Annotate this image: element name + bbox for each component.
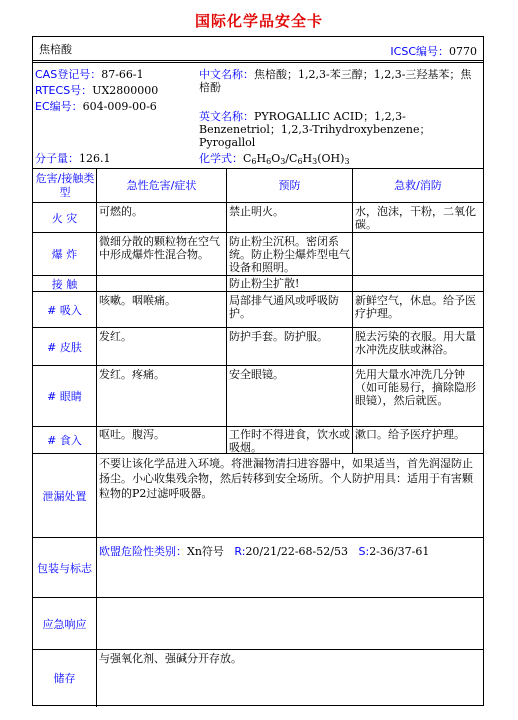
mw-value: 126.1 [79,152,111,165]
storage-label: 储存 [53,672,76,685]
spill-label: 泄漏处置 [42,489,87,503]
chinese-name [199,68,479,94]
r-phrase-value: 20/21/22-68-52/53 [245,545,348,558]
formula-part: /C [285,152,298,165]
row-label-eyes: # 眼睛 [47,390,82,403]
emergency-label: 应急响应 [42,617,87,631]
en-value: PYROGALLIC ACID；1,2,3-Benzenetriol；1,2,3-Trihydroxybenzene；Pyrogallol [199,110,431,149]
formula-part: C [243,152,252,165]
eu-class-label: 欧盟危险性类别： [99,545,187,558]
fire-hazard: 可燃的。 [99,205,143,218]
inhalation-prevention: 局部排气通风或呼吸防护。 [229,294,339,320]
ec-number [35,100,157,113]
skin-aid: 脱去污染的衣服。用大量水冲洗皮肤或淋浴。 [355,330,476,356]
fire-prevention: 禁止明火。 [229,205,284,218]
header-acute-hazard: 急性危害/症状 [126,178,197,192]
header-prevention: 预防 [278,178,301,192]
spill-text: 不要让该化学品进入环境。将泄漏物清扫进容器中，如果适当，首先润湿防止扬尘。小心收集残余物，然后转移到安全场所。个人防护用具：适用于有害颗粒物的P2过滤呼吸器。 [99,457,473,500]
rtecs-value: UX2800000 [92,84,159,97]
eyes-prevention: 安全眼镜。 [229,368,284,381]
formula-part: H [256,152,267,165]
explosion-prevention: 防止粉尘沉积。密闭系统。防止粉尘爆炸型电气设备和照明。 [229,235,350,274]
packaging-label: 包装与标志 [37,561,92,575]
icsc-value: 0770 [449,45,477,58]
cas-number [35,68,144,81]
row-label-ingestion: # 食入 [47,434,82,447]
ingestion-aid: 漱口。给予医疗护理。 [355,428,465,441]
header-divider [33,60,483,63]
formula-part: (OH) [317,152,345,165]
s-phrase-label: S: [358,545,370,558]
card-title: 国际化学品安全卡 [194,12,323,30]
formula-subscript: 3 [280,157,286,166]
chemical-name: 焦棓酸 [39,43,72,56]
formula-value [243,152,350,165]
skin-hazard: 发红。 [99,330,132,343]
r-phrase-label: R: [234,545,246,558]
rtecs-label: RTECS号： [35,84,93,97]
formula-subscript: 6 [266,157,272,166]
skin-prevention: 防护手套。防护服。 [229,330,328,343]
icsc-number [390,43,477,59]
safety-card [32,36,484,706]
cas-value: 87-66-1 [101,68,144,81]
cn-value: 焦棓酸；1,2,3-苯三醇；1,2,3-三羟基苯；焦棓酚 [199,68,472,94]
molecular-weight [35,152,111,165]
row-label-explosion: 爆 炸 [51,248,78,261]
eu-class-value: Xn符号 [187,545,224,558]
contact-prevention: 防止粉尘扩散! [229,277,300,290]
row-label-inhalation: # 吸入 [47,303,82,317]
cas-label: CAS登记号： [35,68,102,81]
icsc-label: ICSC编号： [390,45,449,58]
mw-label: 分子量： [35,152,79,165]
ec-value: 604-009-00-6 [82,100,157,113]
storage-text: 与强氧化剂、强碱分开存放。 [99,652,242,665]
s-phrase-value: 2-36/37-61 [369,545,430,558]
chemical-formula [199,152,479,168]
eyes-aid: 先用大量水冲洗几分钟（如可能易行，摘除隐形眼镜），然后就医。 [355,368,476,407]
row-label-skin: # 皮肤 [47,340,82,354]
header-first-aid: 急救/消防 [394,178,442,192]
inhalation-aid: 新鲜空气，休息。给予医疗护理。 [355,294,476,320]
formula-label: 化学式： [199,152,243,165]
eyes-hazard: 发红。疼痛。 [99,368,165,381]
formula-part: O [271,152,281,165]
formula-subscript: 6 [297,157,303,166]
formula-part: H [302,152,313,165]
formula-subscript: 6 [251,157,257,166]
row-label-fire: 火 灾 [51,211,78,225]
inhalation-hazard: 咳嗽。咽喉痛。 [99,294,176,307]
en-label: 英文名称： [199,110,254,123]
english-name [199,110,479,149]
ingestion-hazard: 呕吐。腹泻。 [99,428,165,441]
ingestion-prevention: 工作时不得进食，饮水或吸烟。 [229,428,350,454]
ec-label: EC编号： [35,100,83,113]
formula-subscript: 3 [344,157,350,166]
fire-aid: 水，泡沫，干粉，二氧化碳。 [355,205,476,231]
row-label-contact: 接 触 [51,277,78,291]
packaging-text [99,545,481,558]
cn-label: 中文名称： [199,68,254,81]
rtecs-number [35,84,158,97]
formula-subscript: 3 [312,157,318,166]
header-hazard-type: 危害/接触类型 [35,171,95,199]
explosion-hazard: 微细分散的颗粒物在空气中形成爆炸性混合物。 [99,235,220,261]
